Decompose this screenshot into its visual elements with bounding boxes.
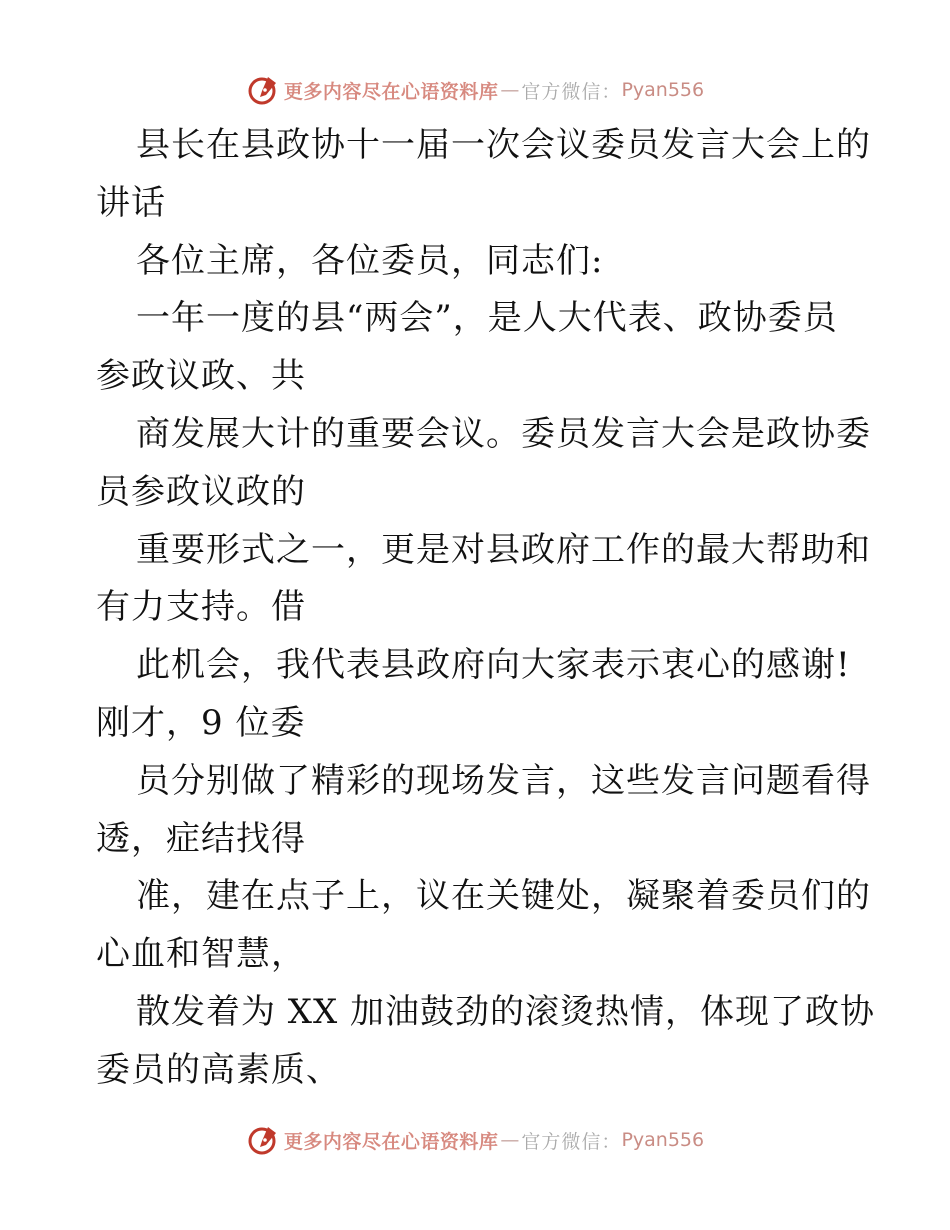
body-line: 委员的高素质、 bbox=[96, 1049, 341, 1090]
title-line-1: 县长在县政协十一届一次会议委员发言大会上的 bbox=[136, 125, 871, 165]
document-body bbox=[96, 117, 876, 1100]
body-line: 一年一度的县“两会”，是人大代表、政协委员 bbox=[136, 298, 838, 339]
salutation-line: 各位主席，各位委员，同志们: bbox=[136, 240, 604, 281]
footer-banner bbox=[0, 1120, 950, 1160]
title-line-2: 讲话 bbox=[96, 182, 166, 223]
body-line: 刚才，9 位委 bbox=[96, 702, 306, 743]
banner-wechat-id: Pyan556 bbox=[621, 1129, 705, 1151]
body-line: 有力支持。借 bbox=[96, 587, 306, 628]
body-line: 参政议政、共 bbox=[96, 356, 306, 397]
banner-main-text: 更多内容尽在心语资料库 bbox=[283, 80, 499, 103]
banner-wechat-id: Pyan556 bbox=[621, 79, 705, 101]
banner-sub-text: 官方微信： bbox=[521, 80, 622, 103]
body-line: 员参政议政的 bbox=[96, 471, 306, 512]
body-line: 准，建在点子上，议在关键处，凝聚着委员们的 bbox=[136, 876, 871, 917]
header-banner bbox=[0, 70, 950, 110]
body-line: 散发着为 XX 加油鼓劲的滚烫热情，体现了政协 bbox=[136, 991, 876, 1032]
banner-main-text: 更多内容尽在心语资料库 bbox=[283, 1130, 499, 1153]
body-line: 心血和智慧， bbox=[96, 934, 306, 975]
body-line: 重要形式之一，更是对县政府工作的最大帮助和 bbox=[136, 529, 871, 570]
pen-logo-icon bbox=[246, 73, 280, 107]
banner-sub-text: 官方微信： bbox=[521, 1130, 622, 1153]
body-line: 商发展大计的重要会议。委员发言大会是政协委 bbox=[136, 413, 871, 454]
banner-separator: — bbox=[500, 79, 520, 101]
body-line: 透，症结找得 bbox=[96, 818, 306, 859]
pen-logo-icon bbox=[246, 1123, 280, 1157]
body-line: 此机会，我代表县政府向大家表示衷心的感谢! bbox=[136, 645, 851, 686]
body-line: 员分别做了精彩的现场发言，这些发言问题看得 bbox=[136, 760, 871, 801]
banner-separator: — bbox=[500, 1129, 520, 1151]
